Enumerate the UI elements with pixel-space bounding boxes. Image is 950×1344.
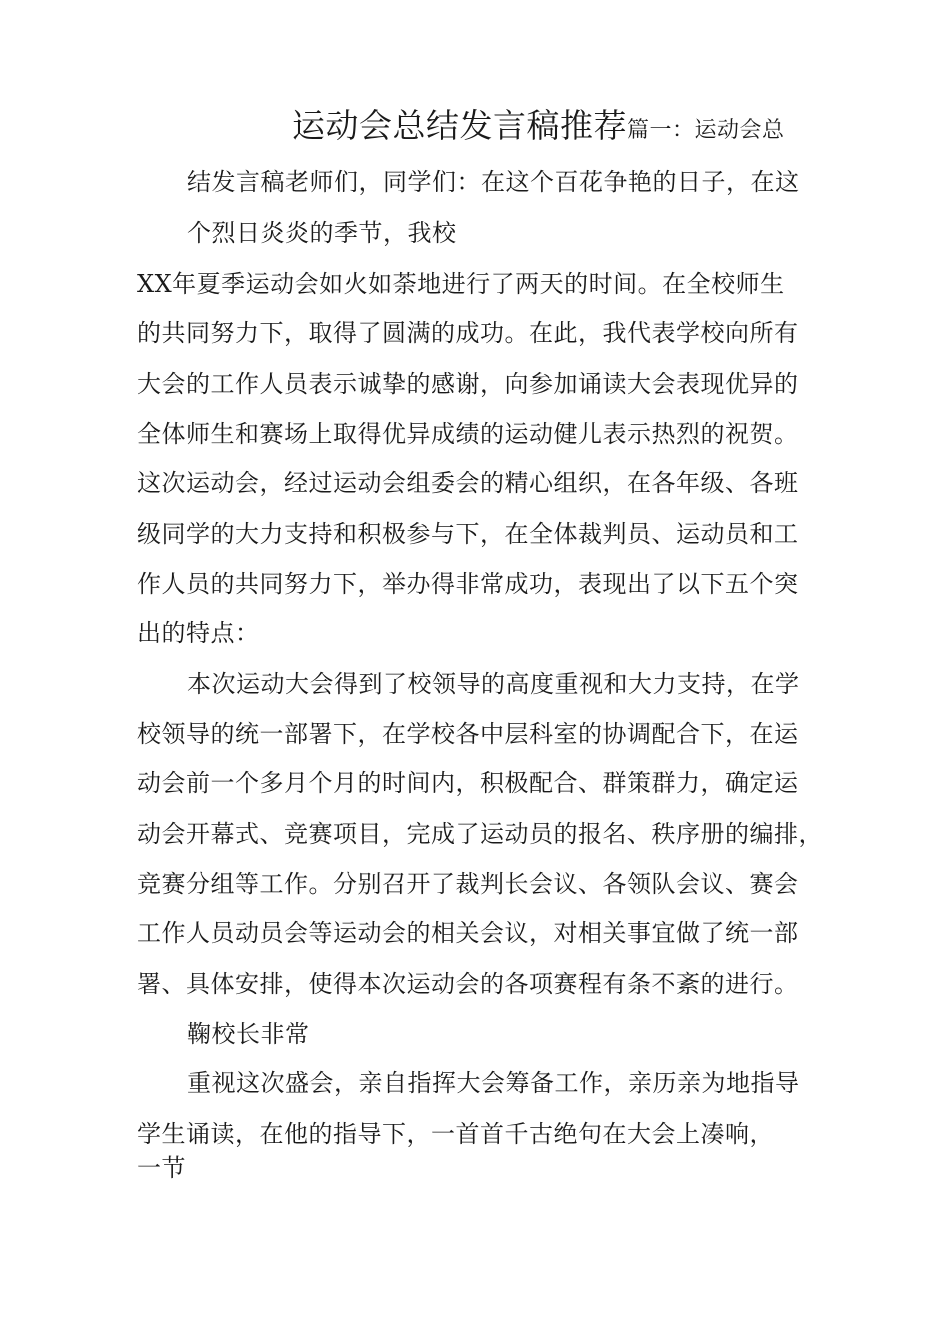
body-line: 出的特点： — [137, 619, 260, 647]
body-line: 大会的工作人员表示诚挚的感谢，向参加诵读大会表现优异的 — [137, 370, 799, 398]
body-line: 的共同努力下，取得了圆满的成功。在此，我代表学校向所有 — [137, 319, 799, 347]
document-title — [292, 104, 785, 154]
body-line: 个烈日炎炎的季节，我校 — [187, 219, 457, 247]
body-line: 学生诵读，在他的指导下，一首首千古绝句在大会上凑响， — [137, 1120, 774, 1148]
body-line: 本次运动大会得到了校领导的高度重视和大力支持，在学 — [187, 670, 800, 698]
body-line: 竞赛分组等工作。分别召开了裁判长会议、各领队会议、赛会 — [137, 870, 799, 898]
body-line: XX年夏季运动会如火如荼地进行了两天的时间。在全校师生 — [137, 270, 785, 298]
body-line: 这次运动会，经过运动会组委会的精心组织，在各年级、各班 — [137, 469, 799, 497]
body-line: 工作人员动员会等运动会的相关会议，对相关事宜做了统一部 — [137, 919, 799, 947]
body-line: 全体师生和赛场上取得优异成绩的运动健儿表示热烈的祝贺。 — [137, 420, 799, 448]
body-line: 动会前一个多月个月的时间内，积极配合、群策群力，确定运 — [137, 769, 799, 797]
title-main: 运动会总结发言稿推荐 — [292, 106, 627, 145]
body-line: 一节 — [137, 1154, 186, 1182]
body-line: 级同学的大力支持和积极参与下，在全体裁判员、运动员和工 — [137, 520, 799, 548]
body-line: 鞠校长非常 — [187, 1020, 310, 1048]
body-line: 动会开幕式、竞赛项目，完成了运动员的报名、秩序册的编排， — [137, 820, 823, 848]
title-sub: 篇一：运动会总 — [627, 118, 785, 143]
body-line: 作人员的共同努力下，举办得非常成功，表现出了以下五个突 — [137, 570, 799, 598]
body-line: 校领导的统一部署下，在学校各中层科室的协调配合下，在运 — [137, 720, 799, 748]
body-line: 结发言稿老师们，同学们：在这个百花争艳的日子，在这 — [187, 168, 800, 196]
body-line: 重视这次盛会，亲自指挥大会筹备工作，亲历亲为地指导 — [187, 1069, 800, 1097]
body-line: 署、具体安排，使得本次运动会的各项赛程有条不紊的进行。 — [137, 970, 799, 998]
